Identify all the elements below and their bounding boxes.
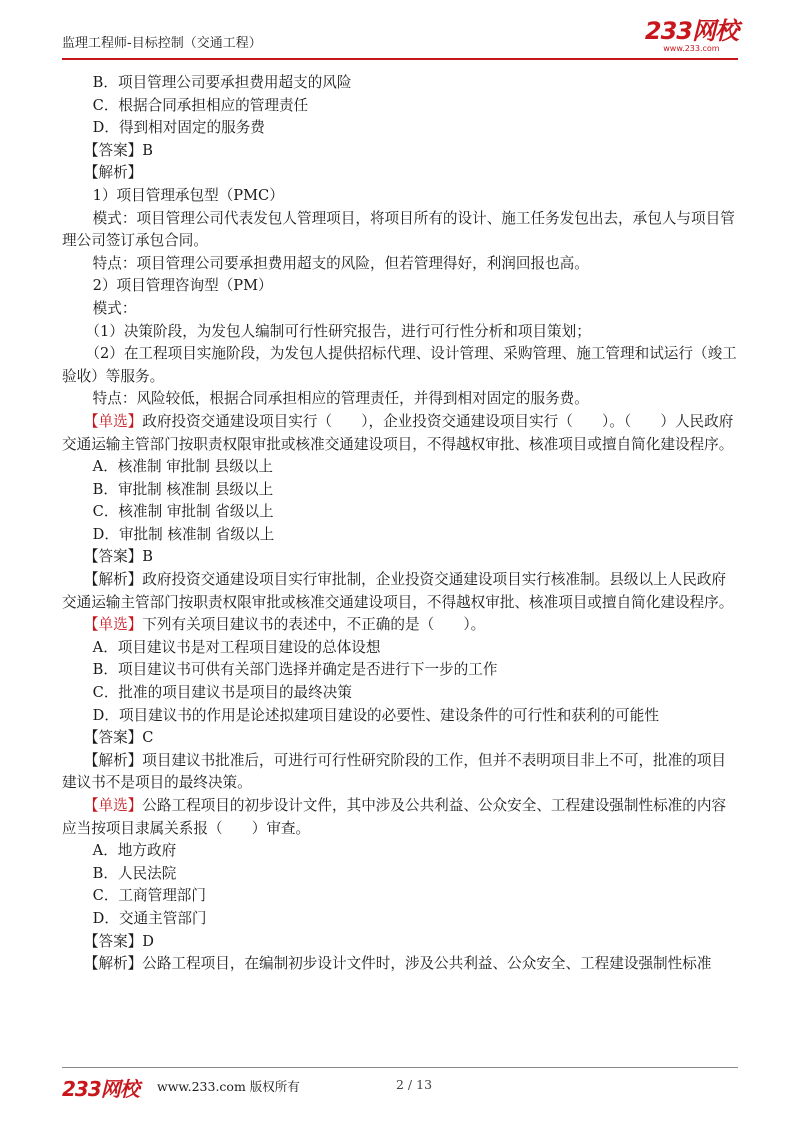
q3-stem: 下列有关项目建议书的表述中，不正确的是（ ）。: [142, 616, 486, 634]
brand-logo: [645, 18, 738, 53]
q1-explanation-line: （1）决策阶段，为发包人编制可行性研究报告，进行可行性分析和项目策划；: [85, 322, 591, 340]
q3-option-c: C．批准的项目建议书是项目的最终决策: [92, 684, 352, 702]
q4-stem: 公路工程项目的初步设计文件，其中涉及公共利益、公众安全、工程建设强制性标准的内容应当按项目隶属关系报（ ）审查。: [62, 797, 727, 837]
q3-question: [62, 614, 738, 637]
q1-answer: 【答案】B: [83, 141, 153, 159]
q1-option-d: D．得到相对固定的服务费: [92, 119, 265, 137]
page-header: [62, 18, 738, 58]
q1-explanation-line: 模式：项目管理公司代表发包人管理项目，将项目所有的设计、施工任务发包出去，承包人与项目管理公司签订承包合同。: [62, 209, 735, 250]
document-title: 监理工程师-目标控制（交通工程）: [62, 36, 262, 51]
q3-explanation: 【解析】项目建议书批准后，可进行可行性研究阶段的工作，但并不表明项目非上不可，批准的项目建议书不是项目的最终决策。: [62, 751, 727, 792]
question-type-tag: 【单选】: [83, 797, 143, 814]
q2-answer: 【答案】B: [83, 548, 153, 566]
footer-divider: [62, 1067, 738, 1068]
q2-explanation: 【解析】政府投资交通建设项目实行审批制，企业投资交通建设项目实行核准制。县级以上人民政府交通运输主管部门按职责权限审批或核准交通建设项目，不得越权审批、核准项目或擅自简化建设程序。: [62, 571, 734, 611]
q2-question: [62, 411, 738, 456]
q4-option-a: A．地方政府: [92, 842, 177, 860]
q2-stem: 政府投资交通建设项目实行（ ），企业投资交通建设项目实行（ ）。（ ）人民政府交通运输主管部门按职责权限审批或核准交通建设项目，不得越权审批、核准项目或擅自简化建设程序。: [62, 412, 734, 453]
q4-answer: 【答案】D: [83, 932, 154, 950]
question-type-tag: 【单选】: [83, 616, 143, 634]
brand-logo-url: www.233.com: [663, 44, 720, 53]
q4-option-d: D．交通主管部门: [92, 909, 207, 927]
q1-explanation-line: 2）项目管理咨询型（PM）: [92, 277, 273, 295]
q1-explanation-line: 特点：风险较低，根据合同承担相应的管理责任，并得到相对固定的服务费。: [92, 390, 589, 408]
q1-explanation-line: （2）在工程项目实施阶段，为发包人提供招标代理、设计管理、采购管理、施工管理和试运行（竣工验收）等服务。: [62, 345, 737, 385]
q1-option-b: B．项目管理公司要承担费用超支的风险: [92, 74, 352, 91]
q4-option-c: C．工商管理部门: [92, 887, 206, 905]
q1-explanation-line: 特点：项目管理公司要承担费用超支的风险，但若管理得好，利润回报也高。: [92, 254, 589, 272]
q2-option-a: A．核准制 审批制 县级以上: [92, 458, 274, 476]
q1-option-c: C．根据合同承担相应的管理责任: [92, 96, 309, 114]
q3-option-d: D．项目建议书的作用是论述拟建项目建设的必要性、建设条件的可行性和获利的可能性: [92, 706, 659, 724]
page-footer: [62, 1073, 738, 1103]
q4-explanation: 【解析】公路工程项目，在编制初步设计文件时，涉及公共利益、公众安全、工程建设强制性标准: [83, 955, 712, 973]
q1-explanation-label: 【解析】: [83, 164, 143, 182]
header-divider: [62, 58, 738, 60]
question-type-tag: 【单选】: [83, 412, 143, 430]
q4-question: [62, 795, 738, 840]
q4-option-b: B．人民法院: [92, 864, 177, 882]
q1-explanation-line: 1）项目管理承包型（PMC）: [92, 186, 284, 204]
footer-copyright: www.233.com 版权所有: [157, 1079, 300, 1094]
q1-explanation-line: 模式：: [92, 299, 137, 317]
q3-option-a: A．项目建议书是对工程项目建设的总体设想: [92, 638, 381, 656]
q2-option-b: B．审批制 核准制 县级以上: [92, 480, 274, 498]
q2-option-c: C．核准制 审批制 省级以上: [92, 503, 274, 521]
footer-logo: 233网校: [62, 1077, 139, 1101]
page-number: 2 / 13: [396, 1077, 433, 1092]
document-body: [62, 72, 738, 976]
q3-answer: 【答案】C: [83, 729, 154, 747]
q2-option-d: D．审批制 核准制 省级以上: [92, 525, 275, 543]
brand-logo-text: 233网校: [644, 17, 738, 45]
q3-option-b: B．项目建议书可供有关部门选择并确定是否进行下一步的工作: [92, 661, 498, 679]
